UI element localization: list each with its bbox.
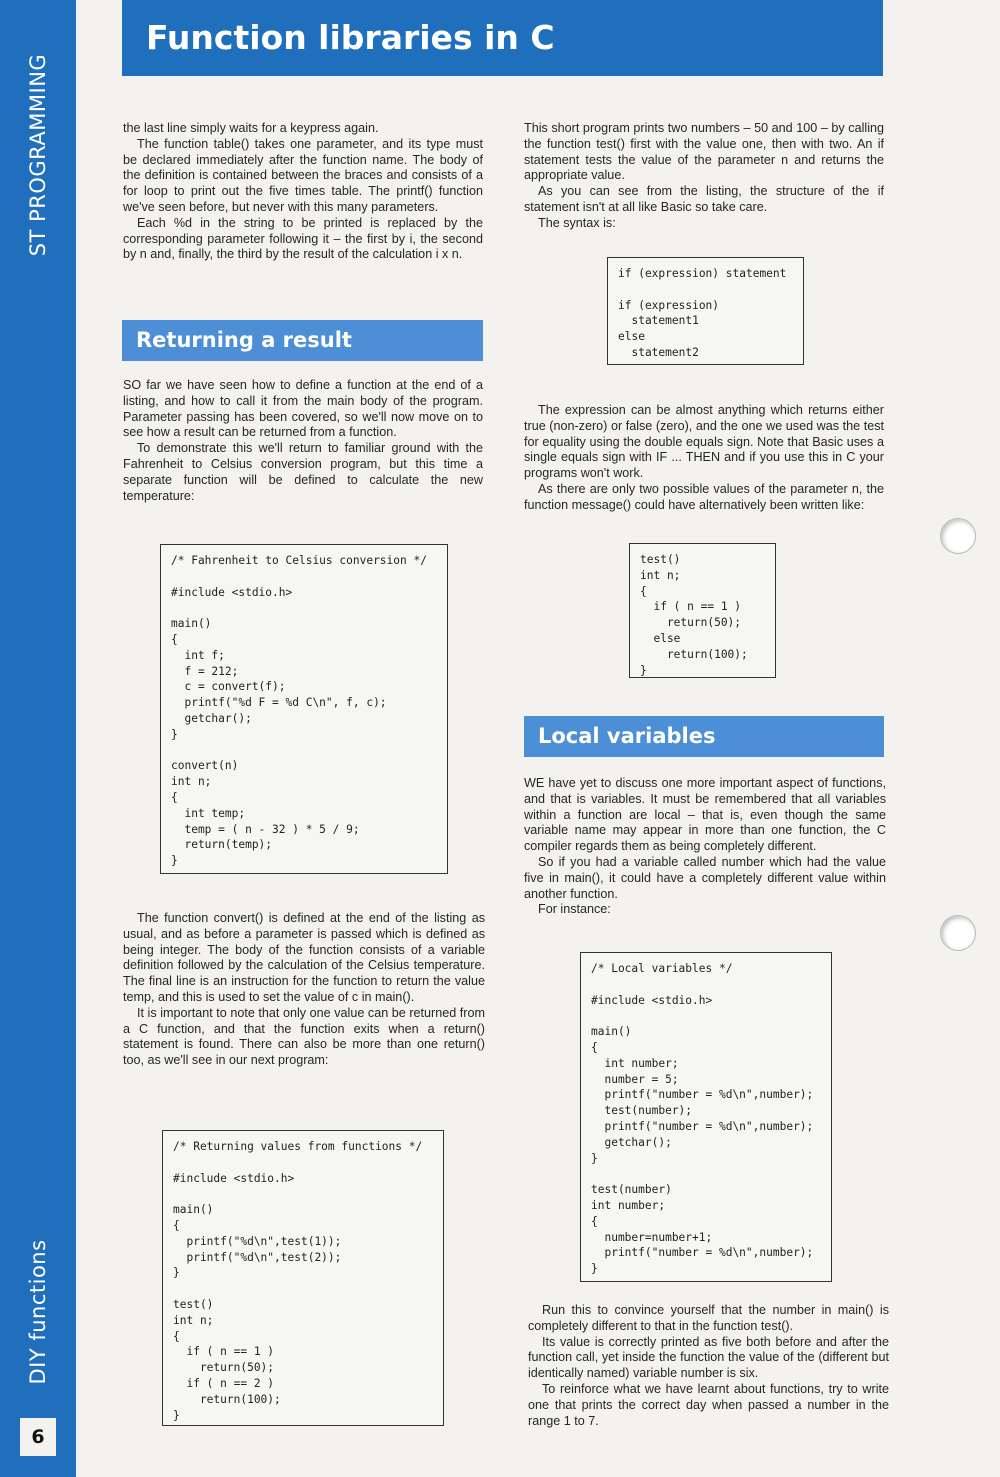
code-listing-test-else: test() int n; { if ( n == 1 ) return(50); else return(100); } — [629, 543, 776, 678]
paragraph: WE have yet to discuss one more important aspect of functions, and that is variables. It must be remembered that all variables within a function are local – that is, even though the same variable name may appear in more than one function, the C compiler regards them as being completely different. — [524, 776, 886, 854]
paragraph: As you can see from the listing, the structure of the if statement isn't at all like Basic so take care. — [524, 184, 884, 214]
paragraph: The function convert() is defined at the end of the listing as usual, and as before a parameter is passed which is defined as being integer. The body of the function consists of a variable definition followed by the calculation of the Celsius temperature. The final line is an instruction for the function to return the value temp, and this is used to set the value of c in main(). — [123, 911, 485, 1004]
left-convert-text — [123, 911, 485, 1069]
paragraph: the last line simply waits for a keypress again. — [123, 121, 379, 135]
section-label-top: ST PROGRAMMING — [26, 53, 50, 257]
paragraph: Each %d in the string to be printed is replaced by the corresponding parameter following it – the first by i, the second by n and, finally, the third by the result of the calculation i x n. — [123, 215, 483, 262]
right-local-text — [524, 776, 886, 918]
section-sidebar — [0, 0, 76, 1477]
code-listing-local: /* Local variables */ #include <stdio.h> main() { int number; number = 5; printf("number = %d\n",number); test(number); printf("number = %d\n",number); getchar(); } test(number) int number; { number=number+1; printf("number = %d\n",number); } — [580, 952, 832, 1282]
page-number: 6 — [20, 1418, 56, 1456]
left-intro-text — [123, 121, 483, 263]
paragraph: For instance: — [538, 902, 611, 917]
section-heading-returning: Returning a result — [122, 320, 483, 361]
section-label-bottom: DIY functions — [26, 1239, 50, 1385]
code-listing-fahrenheit: /* Fahrenheit to Celsius conversion */ #include <stdio.h> main() { int f; f = 212; c = convert(f); printf("%d F = %d C\n", f, c); getchar(); } convert(n) int n; { int temp; temp = ( n - 32 ) * 5 / 9; return(temp); } — [160, 544, 448, 874]
paragraph: SO far we have seen how to define a function at the end of a listing, and how to call it from the main body of the program. Parameter passing has been covered, so we'll now move on to see how a result can be returned from a function. — [123, 378, 483, 440]
paragraph: The expression can be almost anything which returns either true (non-zero) or false (zero), and the one we used was the test for equality using the double equals sign. Note that Basic uses a single equals sign with IF ... THEN and if you use this in C your programs won't work. — [524, 403, 884, 481]
page-title: Function libraries in C — [146, 18, 555, 57]
paragraph: So if you had a variable called number which had the value five in main(), it could have a completely different value within another function. — [524, 854, 886, 901]
binder-hole — [940, 518, 976, 554]
section-heading-local: Local variables — [524, 716, 884, 757]
paragraph: It is important to note that only one value can be returned from a C function, and that the function exits when a return() statement is found. There can also be more than one return() too, as we'll see in our next program: — [123, 1005, 485, 1068]
paragraph: To demonstrate this we'll return to familiar ground with the Fahrenheit to Celsius conversion program, but this time a separate function will be defined to calculate the new temperature: — [123, 441, 483, 503]
paragraph: This short program prints two numbers – 50 and 100 – by calling the function test() first with the value one, then with two. An if statement tests the value of the parameter n and returns the appropriate value. — [524, 121, 884, 183]
title-banner — [122, 0, 883, 76]
paragraph: Run this to convince yourself that the number in main() is completely different to that in the function test(). — [528, 1303, 889, 1333]
code-listing-syntax: if (expression) statement if (expression) statement1 else statement2 — [607, 257, 804, 365]
right-closing-text — [528, 1303, 889, 1429]
paragraph: Its value is correctly printed as five both before and after the function call, yet inside the function the value of the (different but identically named) variable number is six. — [528, 1334, 889, 1381]
paragraph: The function table() takes one parameter, and its type must be declared immediately after the function name. The body of the definition is contained between the braces and consists of a for loop to print out the five times table. The printf() function we've seen before, but never with this many parameters. — [123, 136, 483, 214]
binder-hole — [940, 915, 976, 951]
right-intro-text — [524, 121, 884, 232]
right-expression-text — [524, 403, 884, 514]
paragraph: As there are only two possible values of the parameter n, the function message() could have alternatively been written like: — [524, 481, 884, 512]
paragraph: The syntax is: — [538, 215, 616, 230]
paragraph: To reinforce what we have learnt about functions, try to write one that prints the correct day when passed a number in the range 1 to 7. — [528, 1381, 889, 1428]
code-listing-returning: /* Returning values from functions */ #include <stdio.h> main() { printf("%d\n",test(1)); printf("%d\n",test(2)); } test() int n; { if ( n == 1 ) return(50); if ( n == 2 ) return(100); } — [162, 1130, 444, 1426]
left-returning-text — [123, 378, 483, 504]
